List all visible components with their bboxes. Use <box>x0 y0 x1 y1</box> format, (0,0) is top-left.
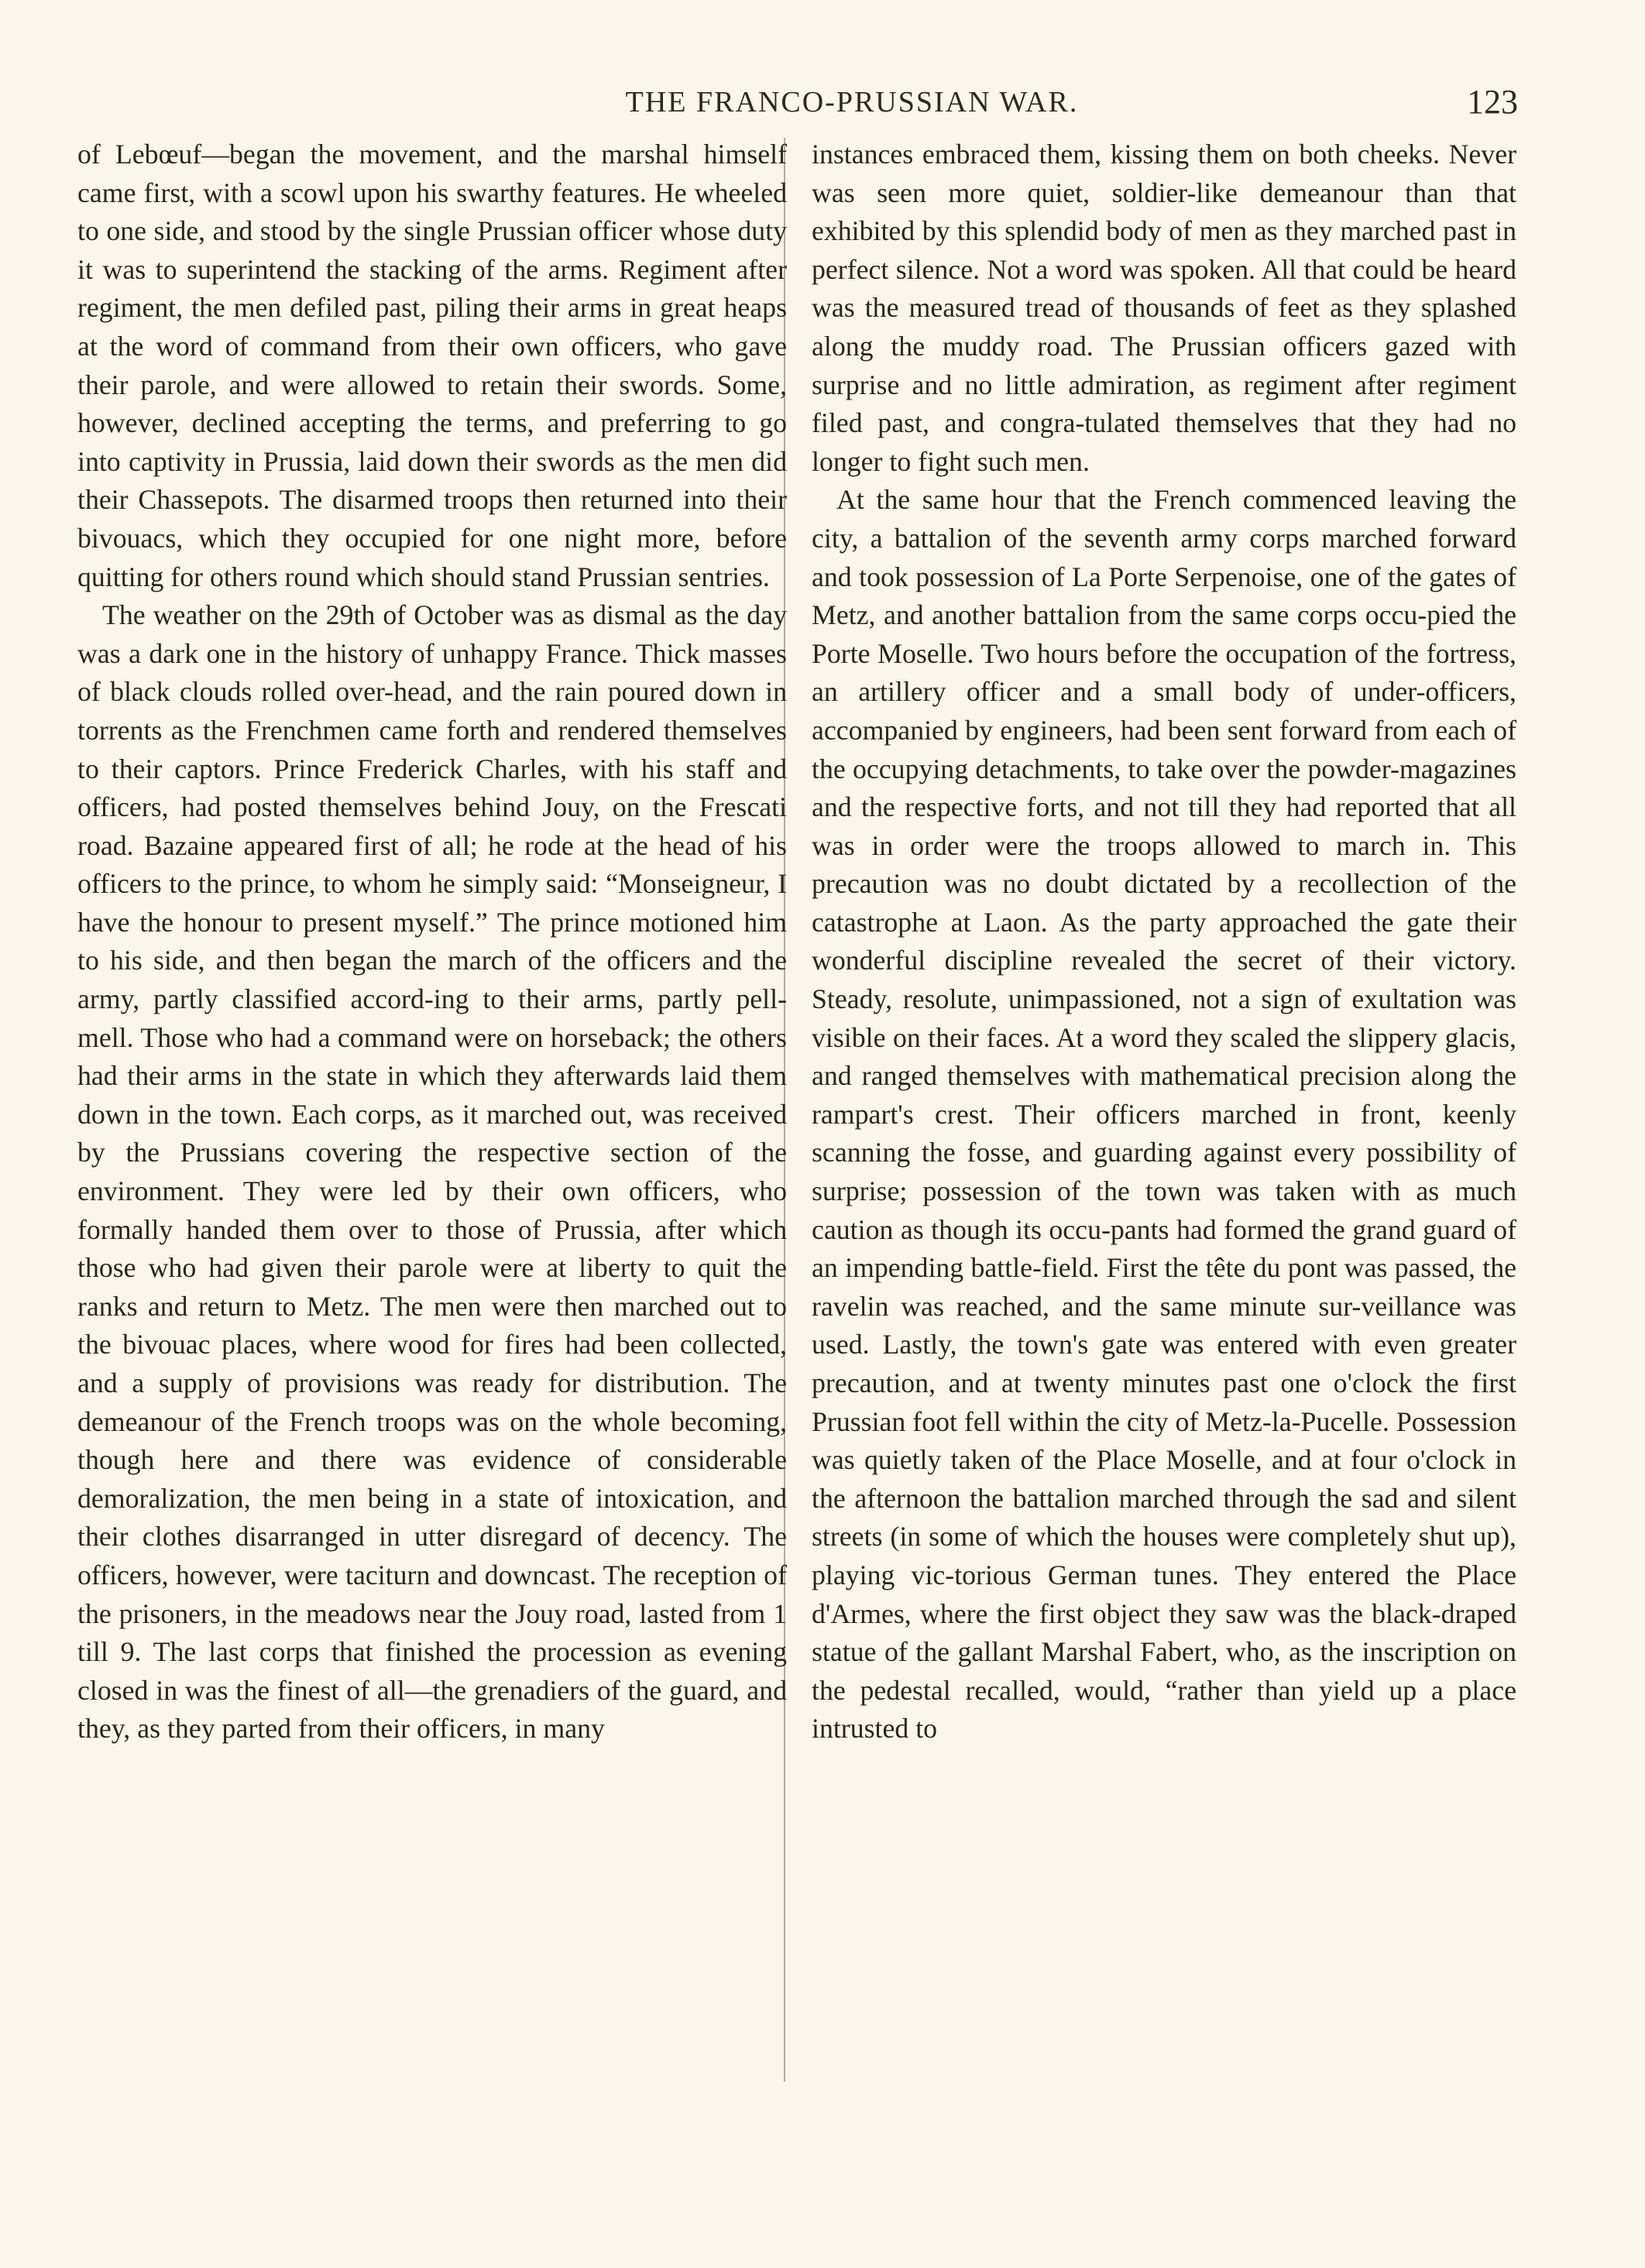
left-paragraph-2: The weather on the 29th of October was as dismal as the day was a dark one in the history of unhappy France. Thick masses of black clouds rolled over-head, and the rain poured down in torrents as the Frenchmen came forth and rendered themselves to their captors. Prince Frederick Charles, with his staff and officers, had posted themselves behind Jouy, on the Frescati road. Bazaine appeared first of all; he rode at the head of his officers to the prince, to whom he simply said: “Monseigneur, I have the honour to present myself.” The prince motioned him to his side, and then began the march of the officers and the army, partly classified accord-ing to their arms, partly pell-mell. Those who had a command were on horseback; the others had their arms in the state in which they afterwards laid them down in the town. Each corps, as it marched out, was received by the Prussians covering the respective section of the environment. They were led by their own officers, who formally handed them over to those of Prussia, after which those who had given their parole were at liberty to quit the ranks and return to Metz. The men were then marched out to the bivouac places, where wood for fires had been collected, and a supply of provisions was ready for distribution. The demeanour of the French troops was on the whole becoming, though here and there was evidence of considerable demoralization, the men being in a state of intoxication, and their clothes disarranged in utter disregard of decency. The officers, however, were taciturn and downcast. The reception of the prisoners, in the meadows near the Jouy road, lasted from 1 till 9. The last corps that finished the procession as evening closed in was the finest of all—the grenadiers of the guard, and they, as they parted from their officers, in many <box>77 599 787 1745</box>
left-paragraph-1: of Lebœuf—began the movement, and the marshal himself came first, with a scowl upon his swarthy features. He wheeled to one side, and stood by the single Prussian officer whose duty it was to superintend the stacking of the arms. Regiment after regiment, the men defiled past, piling their arms in great heaps at the word of command from their own officers, who gave their parole, and were allowed to retain their swords. Some, however, declined accepting the terms, and preferring to go into captivity in Prussia, laid down their swords as the men did their Chassepots. The disarmed troops then returned into their bivouacs, which they occupied for one night more, before quitting for others round which should stand Prussian sentries. <box>77 139 787 592</box>
running-head <box>0 85 1645 132</box>
right-paragraph-1: instances embraced them, kissing them on both cheeks. Never was seen more quiet, soldier-like demeanour than that exhibited by this splendid body of men as they marched past in perfect silence. Not a word was spoken. All that could be heard was the measured tread of thousands of feet as they splashed along the muddy road. The Prussian officers gazed with surprise and no little admiration, as regiment after regiment filed past, and congra-tulated themselves that they had no longer to fight such men. <box>812 139 1516 477</box>
right-column <box>812 136 1516 1748</box>
right-paragraph-2: At the same hour that the French commenced leaving the city, a battalion of the seventh army corps marched forward and took possession of La Porte Serpenoise, one of the gates of Metz, and another battalion from the same corps occu-pied the Porte Moselle. Two hours before the occupation of the fortress, an artillery officer and a small body of under-officers, accompanied by engineers, had been sent forward from each of the occupying detachments, to take over the powder-magazines and the respective forts, and not till they had reported that all was in order were the troops allowed to march in. This precaution was no doubt dictated by a recollection of the catastrophe at Laon. As the party approached the gate their wonderful discipline revealed the secret of their victory. Steady, resolute, unimpassioned, not a sign of exultation was visible on their faces. At a word they scaled the slippery glacis, and ranged themselves with mathematical precision along the rampart's crest. Their officers marched in front, keenly scanning the fosse, and guarding against every possibility of surprise; possession of the town was taken with as much caution as though its occu-pants had formed the grand guard of an impending battle-field. First the tête du pont was passed, the ravelin was reached, and the same minute sur-veillance was used. Lastly, the town's gate was entered with even greater precaution, and at twenty minutes past one o'clock the first Prussian foot fell within the city of Metz-la-Pucelle. Possession was quietly taken of the Place Moselle, and at four o'clock in the afternoon the battalion marched through the sad and silent streets (in some of which the houses were completely shut up), playing vic-torious German tunes. They entered the Place d'Armes, where the first object they saw was the black-draped statue of the gallant Marshal Fabert, who, as the inscription on the pedestal recalled, would, “rather than yield up a place intrusted to <box>812 484 1516 1745</box>
page-number: 123 <box>1467 83 1518 121</box>
running-title: THE FRANCO-PRUSSIAN WAR. <box>625 86 1079 118</box>
left-column <box>77 136 787 1748</box>
